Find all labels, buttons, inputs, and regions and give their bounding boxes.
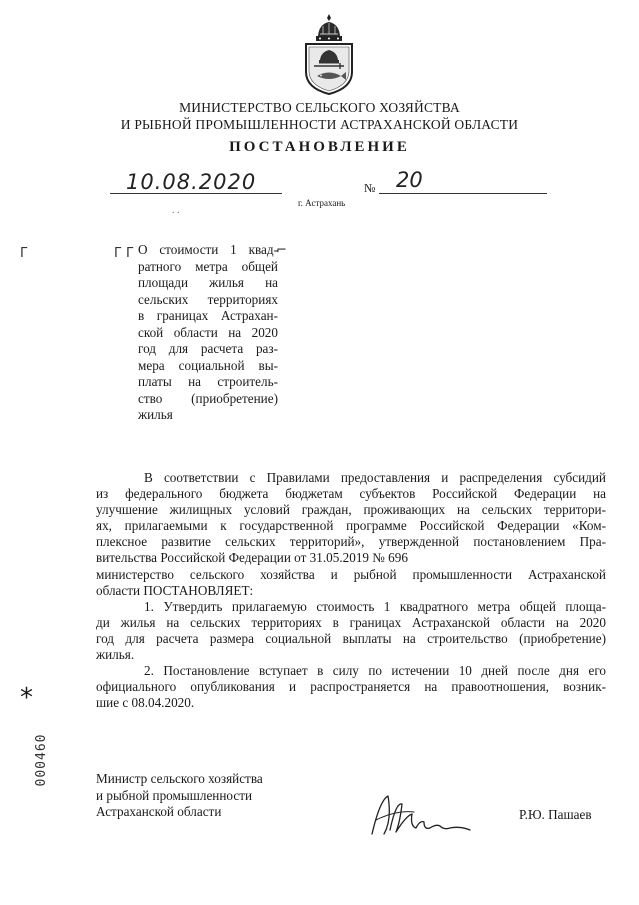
number-underline xyxy=(379,193,547,194)
corner-mark-left: Г xyxy=(20,246,28,261)
subject-line: ратного метра общей xyxy=(138,258,278,274)
ministry-name-line-1: МИНИСТЕРСТВО СЕЛЬСКОГО ХОЗЯЙСТВА xyxy=(179,100,460,115)
signer-name: Р.Ю. Пашаев xyxy=(519,807,592,822)
subject-line: год для расчета раз- xyxy=(138,341,278,356)
scan-dots: . . xyxy=(172,205,180,216)
body-line: В соответствии с Правилами предоставления и распределения субсидий xyxy=(144,470,606,485)
subject-line: сельских территориях xyxy=(138,291,278,307)
body-line: улучшение жилищных условий граждан, проживающих на сельских территори- xyxy=(96,502,606,518)
corner-mark-subject-start: Г Г xyxy=(114,246,134,261)
body-line: вительства Российской Федерации от 31.05.2019 № 696 xyxy=(96,550,408,566)
handwritten-date: 10.08.2020 xyxy=(126,170,257,194)
subject-line: ство (приобретение) xyxy=(138,390,278,406)
body-line: области ПОСТАНОВЛЯЕТ: xyxy=(96,582,254,598)
handwritten-document-number: 20 xyxy=(396,168,423,192)
signatory-title-line: Астраханской области xyxy=(96,804,222,819)
subject-line: площади жилья на xyxy=(138,275,278,290)
body-line: из федерального бюджета бюджетам субъектов Российской Федерации на xyxy=(96,486,606,502)
body-line: ди жилья на сельских территориях в границах Астраханской области на 2020 xyxy=(96,614,606,630)
city-label: г. Астрахань xyxy=(298,198,346,208)
subject-line: ской области на 2020 xyxy=(138,324,278,340)
body-line: официального опубликования и распространяется на правоотношения, возник- xyxy=(96,679,606,695)
body-line: год для расчета размера социальной выплаты на строительство (приобретение) xyxy=(96,630,606,646)
subject-line: жилья xyxy=(138,407,173,422)
body-line: ях, прилагаемыми к государственной программе Российской Федерации «Ком- xyxy=(96,518,606,534)
document-subject xyxy=(138,242,278,424)
coat-of-arms-emblem xyxy=(300,12,358,96)
signatory-title-line: и рыбной промышленности xyxy=(96,787,253,803)
document-type-title: ПОСТАНОВЛЕНИЕ xyxy=(229,139,410,155)
body-line: жилья. xyxy=(96,647,135,663)
number-sign: № xyxy=(364,181,376,195)
subject-line: мера социальной вы- xyxy=(138,357,278,373)
body-line: шие с 08.04.2020. xyxy=(96,695,195,711)
corner-mark-subject-end: ⌐ xyxy=(276,243,287,258)
ministry-name-line-2: И РЫБНОЙ ПРОМЫШЛЕННОСТИ АСТРАХАНСКОЙ ОБЛАСТИ xyxy=(120,117,519,132)
signatory-title-line: Министр сельского хозяйства xyxy=(96,771,263,786)
registration-stamp-number: 000460 xyxy=(34,733,49,787)
body-line: министерство сельского хозяйства и рыбной промышленности Астраханской xyxy=(96,566,606,582)
margin-asterisk: * xyxy=(20,683,33,713)
subject-line: О стоимости 1 квад- xyxy=(138,242,278,257)
document-body xyxy=(96,470,606,711)
body-line: 2. Постановление вступает в силу по истечении 10 дней после дня его xyxy=(144,663,606,679)
date-underline xyxy=(110,193,282,194)
subject-line: платы на строитель- xyxy=(138,374,278,389)
handwritten-signature xyxy=(366,790,478,840)
body-line: 1. Утвердить прилагаемую стоимость 1 квадратного метра общей площа- xyxy=(144,598,606,614)
subject-line: в границах Астрахан- xyxy=(138,308,278,323)
signatory-title xyxy=(96,771,296,821)
body-line: плексное развитие сельских территорий», утвержденной постановлением Пра- xyxy=(96,534,606,550)
